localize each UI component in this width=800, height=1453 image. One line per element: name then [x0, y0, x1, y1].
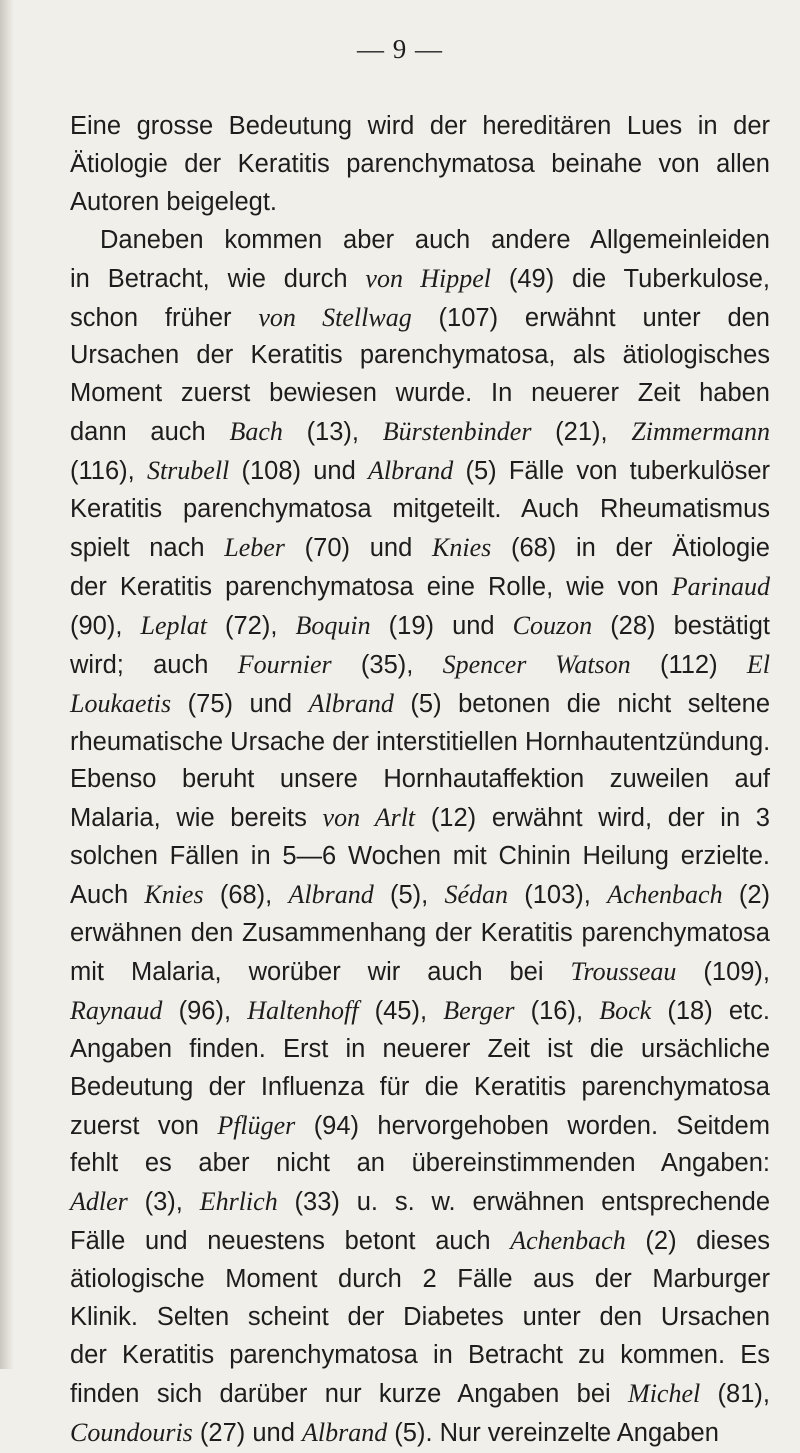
text-segment: Fälle und neuestens betont auch: [70, 1227, 511, 1256]
text-line: [70, 1222, 770, 1261]
text-segment: (35),: [331, 650, 443, 679]
author-name: Couzon: [512, 610, 593, 640]
text-segment: (28) bestätigt: [592, 611, 770, 640]
text-segment: (75) und: [171, 689, 309, 718]
text-segment: (109),: [676, 957, 771, 986]
text-segment: Ebenso beruht unsere Hornhautaffektion zuweilen auf: [70, 765, 770, 794]
author-name: Parinaud: [671, 571, 770, 601]
author-name: Adler: [70, 1187, 128, 1217]
text-line: [70, 568, 770, 607]
text-segment: Bedeutung der Influenza für die Keratitis parenchymatosa: [70, 1072, 770, 1101]
text-line: [70, 1145, 770, 1183]
text-segment: (5) betonen die nicht seltene: [393, 689, 771, 718]
text-segment: (103),: [508, 881, 608, 910]
text-line: [70, 1375, 770, 1414]
text-segment: (5). Nur vereinzelte Angaben: [387, 1418, 719, 1447]
author-name: Leplat: [140, 610, 207, 640]
author-name: Coundouris: [70, 1417, 193, 1447]
author-name: Albrand: [301, 1417, 388, 1447]
text-line: [70, 761, 770, 799]
author-name: Achenbach: [607, 880, 723, 910]
text-segment: solchen Fällen in 5—6 Wochen mit Chinin Heilung erzielte.: [70, 842, 770, 871]
author-name: Spencer Watson: [442, 649, 631, 679]
text-segment: (12) erwähnt wird, der in 3: [415, 804, 770, 833]
text-segment: erwähnen den Zusammenhang der Keratitis parenchymatosa: [70, 919, 770, 948]
text-segment: Auch: [70, 881, 145, 910]
text-segment: (21),: [531, 418, 632, 447]
text-line: [70, 146, 770, 184]
text-segment: (72),: [206, 611, 296, 640]
author-name: von Stellwag: [258, 302, 412, 332]
text-line: [70, 1183, 770, 1222]
text-segment: Klinik. Selten scheint der Diabetes unter den Ursachen: [70, 1303, 770, 1332]
text-segment: (70) und: [284, 533, 432, 562]
text-segment: rheumatische Ursache der interstitiellen Hornhautentzündung.: [70, 727, 771, 756]
text-line: [70, 607, 770, 646]
text-line: [70, 1031, 770, 1069]
text-segment: Malaria, wie bereits: [70, 804, 323, 833]
text-segment: Eine grosse Bedeutung wird der hereditären Lues in der: [70, 112, 770, 140]
text-segment: (33) u. s. w. erwähnen entsprechende: [277, 1188, 770, 1217]
text-segment: (108) und: [229, 457, 369, 486]
text-segment: Autoren beigelegt.: [70, 187, 277, 216]
text-line: [70, 184, 770, 222]
text-line: [70, 260, 770, 299]
author-name: Berger: [443, 995, 515, 1025]
text-line: [70, 108, 770, 146]
text-line: [70, 724, 770, 762]
author-name: Achenbach: [510, 1226, 626, 1256]
text-segment: (2) dieses: [625, 1227, 771, 1256]
text-line: [70, 876, 770, 915]
text-segment: (90),: [70, 611, 141, 640]
text-segment: (16),: [514, 996, 600, 1025]
text-line: [70, 299, 770, 338]
text-line: [70, 452, 770, 491]
body-text: [70, 108, 770, 1453]
text-line: [70, 375, 770, 413]
text-segment: Ursachen der Keratitis parenchymatosa, als ätiologisches: [70, 341, 770, 370]
text-line: [70, 413, 770, 452]
author-name: Pflüger: [217, 1110, 296, 1140]
text-line: [70, 337, 770, 375]
text-line: [70, 1414, 770, 1453]
text-segment: (49) die Tuberkulose,: [491, 264, 770, 293]
page-number: — 9 —: [357, 34, 443, 64]
text-line: [70, 1107, 770, 1146]
text-line: [70, 1299, 770, 1337]
author-name: Ehrlich: [199, 1187, 278, 1217]
author-name: Knies: [144, 880, 204, 910]
text-segment: der Keratitis parenchymatosa eine Rolle, wie von: [70, 572, 672, 601]
text-line: [70, 529, 770, 568]
page-edge-shadow: [0, 0, 14, 1369]
text-segment: (68) in der Ätiologie: [491, 533, 770, 562]
author-name: Bock: [599, 995, 652, 1025]
author-name: Haltenhoff: [247, 995, 359, 1025]
text-segment: finden sich darüber nur kurze Angaben bei: [70, 1379, 629, 1408]
author-name: Trousseau: [570, 956, 677, 986]
text-segment: zuerst von: [70, 1111, 218, 1140]
text-segment: Keratitis parenchymatosa mitgeteilt. Auch Rheumatismus: [70, 495, 770, 524]
text-segment: (19) und: [370, 611, 513, 640]
text-segment: (96),: [162, 996, 248, 1025]
text-line: [70, 685, 770, 724]
text-segment: Daneben kommen aber auch andere Allgemeinleiden: [100, 225, 770, 254]
text-line: [70, 953, 770, 992]
author-name: Bach: [229, 417, 283, 447]
text-line: [70, 992, 770, 1031]
text-segment: spielt nach: [70, 533, 225, 562]
text-segment: (13),: [282, 418, 383, 447]
text-line: [70, 646, 770, 685]
author-name: Leber: [224, 532, 285, 562]
text-segment: (18) etc.: [651, 996, 770, 1025]
author-name: Albrand: [368, 456, 454, 486]
text-segment: (5),: [373, 881, 445, 910]
text-segment: (112): [630, 650, 747, 679]
text-line: [70, 1337, 770, 1375]
text-segment: ätiologische Moment durch 2 Fälle aus der Marburger: [70, 1265, 770, 1294]
text-segment: fehlt es aber nicht an übereinstimmenden Angaben:: [70, 1149, 770, 1178]
text-segment: (45),: [358, 996, 444, 1025]
text-segment: (5) Fälle von tuberkulöser: [453, 457, 770, 486]
author-name: Bürstenbinder: [382, 417, 532, 447]
text-line: [70, 222, 770, 260]
author-name: Zimmermann: [631, 417, 770, 447]
text-segment: Moment zuerst bewiesen wurde. In neuerer Zeit haben: [70, 379, 770, 408]
text-line: [70, 838, 770, 876]
author-name: Albrand: [308, 688, 394, 718]
text-segment: (116),: [70, 457, 147, 486]
text-line: [70, 915, 770, 953]
author-name: Michel: [628, 1378, 701, 1408]
text-segment: (3),: [127, 1188, 200, 1217]
text-segment: (2): [722, 881, 770, 910]
text-line: [70, 491, 770, 529]
author-name: Fournier: [237, 649, 332, 679]
author-name: Strubell: [146, 456, 230, 486]
text-segment: in Betracht, wie durch: [70, 264, 366, 293]
text-segment: Angaben finden. Erst in neuerer Zeit ist die ursächliche: [70, 1034, 770, 1063]
author-name: El: [746, 649, 771, 679]
author-name: von Hippel: [365, 263, 492, 293]
author-name: Knies: [432, 532, 492, 562]
text-segment: (107) erwähnt unter den: [411, 303, 770, 332]
text-line: [70, 799, 770, 838]
text-line: [70, 1069, 770, 1107]
text-segment: dann auch: [70, 418, 230, 447]
text-segment: Ätiologie der Keratitis parenchymatosa beinahe von allen: [70, 149, 770, 178]
author-name: Boquin: [295, 610, 371, 640]
text-segment: wird; auch: [70, 650, 238, 679]
text-segment: (68),: [203, 881, 289, 910]
text-segment: schon früher: [70, 303, 259, 332]
author-name: Albrand: [288, 880, 374, 910]
author-name: Loukaetis: [70, 688, 172, 718]
author-name: Raynaud: [70, 995, 163, 1025]
author-name: von Arlt: [322, 803, 416, 833]
text-segment: (81),: [700, 1379, 770, 1408]
text-segment: (27) und: [192, 1418, 302, 1447]
text-segment: der Keratitis parenchymatosa in Betracht zu kommen. Es: [70, 1341, 770, 1369]
author-name: Sédan: [444, 880, 508, 910]
text-segment: mit Malaria, worüber wir auch bei: [70, 957, 571, 986]
text-line: [70, 1261, 770, 1299]
text-segment: (94) hervorgehoben worden. Seitdem: [295, 1111, 770, 1140]
